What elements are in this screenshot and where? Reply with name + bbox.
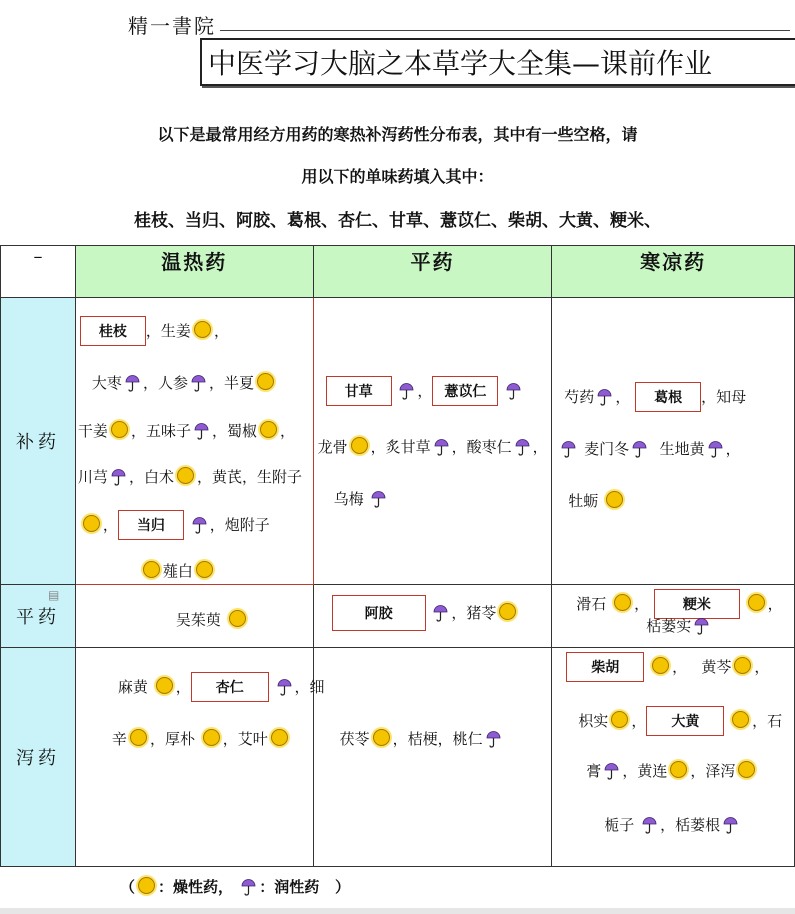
cell-neutral-neutral: 阿胶 ，猪苓 (313, 585, 552, 648)
umbrella-icon (515, 438, 530, 456)
umbrella-icon (694, 617, 709, 635)
sun-icon (732, 711, 749, 728)
cell-purge-neutral: 茯苓 ，桔梗，桃仁 (313, 648, 552, 867)
header-rule (220, 30, 790, 31)
cell-purge-warm: 麻黄 ， 杏仁 ，细 辛 ，厚朴 ，艾叶 (75, 648, 313, 867)
answer-box[interactable]: 桂枝 (80, 316, 146, 346)
umbrella-icon (125, 374, 140, 392)
col-header-neutral: 平药 (313, 246, 552, 298)
sun-icon (611, 711, 628, 728)
col-header-warm: 温热药 (75, 246, 313, 298)
academy-logo: 精一書院 (128, 14, 216, 38)
cell-tonify-warm: 桂枝 ，生姜 ， 大枣 ，人参 ，半夏 干姜 ，五味子 ，蜀椒 ， 川芎 ，白术 ，黄芪，生附子 ， 当归 ，炮附子 薤白 (75, 298, 313, 585)
answer-box[interactable]: 阿胶 (332, 595, 426, 631)
answer-box[interactable]: 当归 (118, 510, 184, 540)
answer-box[interactable]: 柴胡 (566, 652, 644, 682)
umbrella-icon (632, 440, 647, 458)
sun-icon (606, 491, 623, 508)
row-header-neutral: 平药 (1, 585, 76, 648)
cell-tonify-neutral: 甘草 ， 薏苡仁 龙骨 ，炙甘草 ，酸枣仁 ， 乌梅 (313, 298, 552, 585)
sun-icon (738, 761, 755, 778)
answer-box[interactable]: 杏仁 (191, 672, 269, 702)
herb-property-table (0, 245, 795, 867)
herb-list: 桂枝、当归、阿胶、葛根、杏仁、甘草、薏苡仁、柴胡、大黄、粳米、 (134, 211, 661, 231)
sun-icon (177, 467, 194, 484)
umbrella-icon (506, 382, 521, 400)
answer-box[interactable]: 大黄 (646, 706, 724, 736)
sun-icon (130, 729, 147, 746)
umbrella-icon (194, 422, 209, 440)
sun-icon (83, 515, 100, 532)
sun-icon (614, 594, 631, 611)
sun-icon (271, 729, 288, 746)
sun-icon (196, 561, 213, 578)
table-corner: – (1, 246, 76, 298)
answer-box[interactable]: 甘草 (326, 376, 392, 406)
sun-icon (203, 729, 220, 746)
umbrella-icon (486, 730, 501, 748)
cell-neutral-warm: 吴茱萸 (75, 585, 313, 648)
sun-icon (143, 561, 160, 578)
umbrella-icon (241, 878, 256, 896)
intro-line-2: 用以下的单味药填入其中： (301, 167, 494, 186)
cell-purge-cold: 柴胡 ， 黄芩 ， 枳实 ， 大黄 ，石 膏 ，黄连 ，泽泻 栀子 ，栝蒌根 (552, 648, 795, 867)
umbrella-icon (708, 440, 723, 458)
cell-neutral-cold: 滑石 ， 粳米 ， 栝蒌实 (552, 585, 795, 648)
umbrella-icon (399, 382, 414, 400)
page-title: 中医学习大脑之本草学大全集—课前作业 (200, 38, 795, 86)
sun-icon (748, 594, 765, 611)
umbrella-icon (434, 438, 449, 456)
answer-box[interactable]: 薏苡仁 (432, 376, 498, 406)
umbrella-icon (371, 490, 386, 508)
legend: （ ：燥性药， ：润性药 ） (120, 878, 350, 896)
sun-icon (652, 657, 669, 674)
sun-icon (499, 603, 516, 620)
sun-icon (111, 421, 128, 438)
row-header-purge: 泻药 (1, 648, 76, 867)
umbrella-icon (604, 762, 619, 780)
umbrella-icon (433, 604, 448, 622)
horizontal-scrollbar[interactable] (0, 908, 795, 914)
sun-icon (257, 373, 274, 390)
umbrella-icon (277, 678, 292, 696)
sun-icon (156, 677, 173, 694)
document-anchor-icon: ▤ (48, 588, 60, 602)
cell-tonify-cold: 芍药 ， 葛根 ，知母 麦门冬 生地黄 ， 牡蛎 (552, 298, 795, 585)
umbrella-icon (192, 516, 207, 534)
umbrella-icon (561, 440, 576, 458)
umbrella-icon (597, 388, 612, 406)
answer-box[interactable]: 葛根 (635, 382, 701, 412)
sun-icon (351, 437, 368, 454)
sun-icon (138, 877, 155, 894)
intro-line-1: 以下是最常用经方用药的寒热补泻药性分布表，其中有一些空格，请 (157, 125, 638, 144)
sun-icon (670, 761, 687, 778)
sun-icon (194, 321, 211, 338)
sun-icon (229, 610, 246, 627)
sun-icon (734, 657, 751, 674)
sun-icon (260, 421, 277, 438)
sun-icon (373, 729, 390, 746)
answer-box[interactable]: 粳米 (654, 589, 740, 619)
col-header-cold: 寒凉药 (552, 246, 795, 298)
umbrella-icon (191, 374, 206, 392)
umbrella-icon (111, 468, 126, 486)
row-header-tonify: 补药 (1, 298, 76, 585)
umbrella-icon (642, 816, 657, 834)
umbrella-icon (723, 816, 738, 834)
